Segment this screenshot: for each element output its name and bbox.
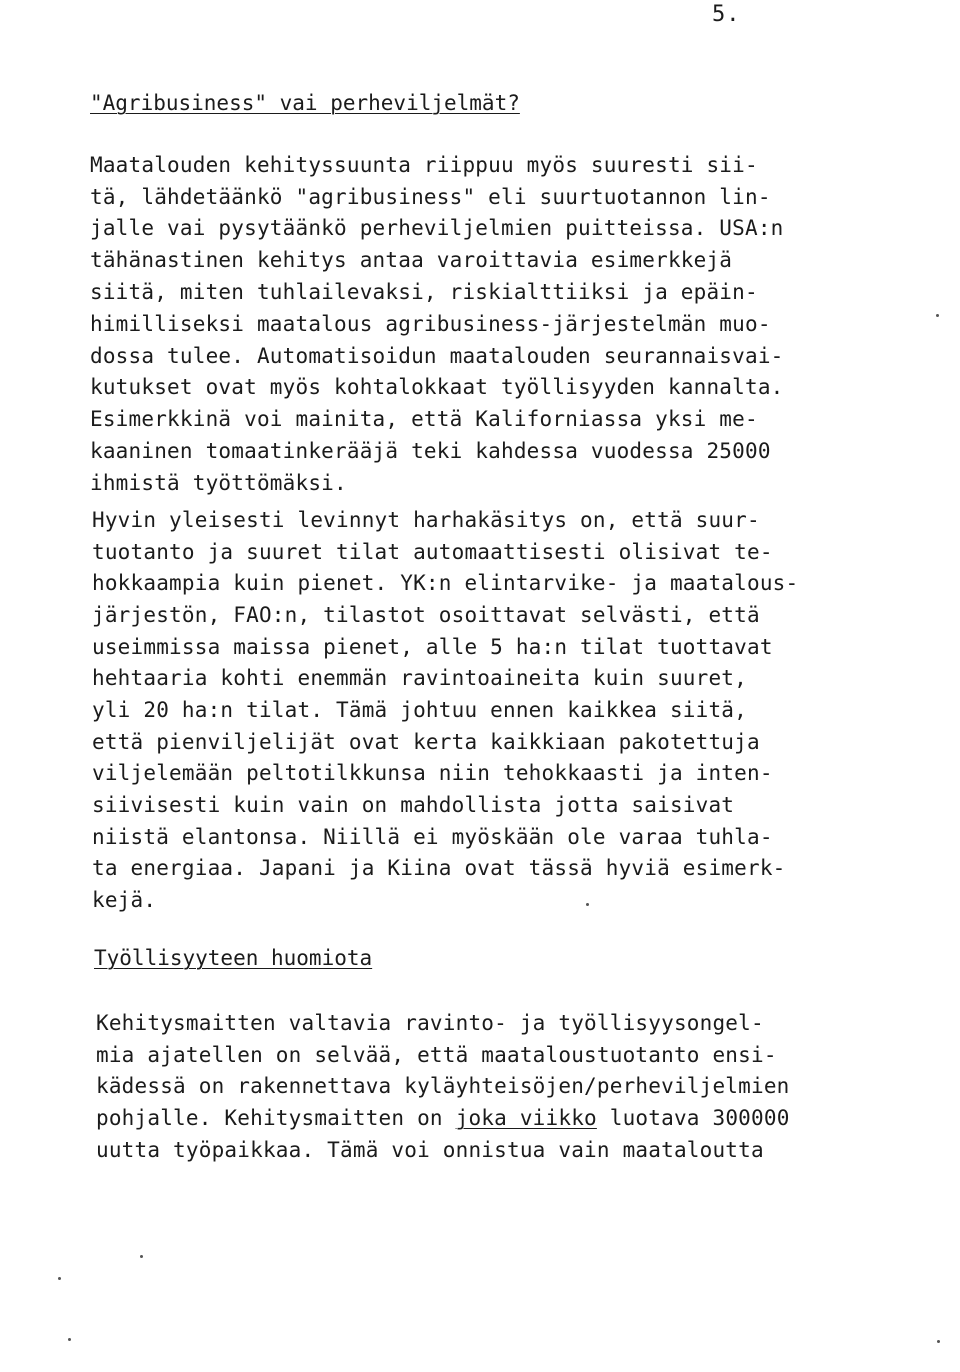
text-line: tä, lähdetäänkö "agribusiness" eli suurtuotannon lin- — [90, 185, 771, 209]
scan-speck — [140, 1255, 143, 1258]
text-line: tuotanto ja suuret tilat automaattisesti olisivat te- — [92, 540, 773, 564]
text-line: ihmistä työttömäksi. — [90, 471, 347, 495]
text-line: Hyvin yleisesti levinnyt harhakäsitys on, että suur- — [92, 508, 760, 532]
page-number: 5. — [712, 2, 741, 27]
scan-speck — [68, 1338, 71, 1341]
text-line: siitä, miten tuhlailevaksi, riskialttiiksi ja epäin- — [90, 280, 758, 304]
text-line: siivisesti kuin vain on mahdollista jotta saisivat — [92, 793, 735, 817]
section-heading-employment: Työllisyyteen huomiota — [94, 946, 373, 970]
text-segment: pohjalle. Kehitysmaitten on — [96, 1106, 456, 1130]
text-line: hokkaampia kuin pienet. YK:n elintarvike- ja maatalous- — [92, 571, 799, 595]
text-line: Kehitysmaitten valtavia ravinto- ja työllisyysongel- — [96, 1011, 764, 1035]
text-line: tähänastinen kehitys antaa varoittavia esimerkkejä — [90, 248, 733, 272]
text-line: viljelemään peltotilkkunsa niin tehokkaasti ja inten- — [92, 761, 773, 785]
text-line: jalle vai pysytäänkö perheviljelmien puitteissa. USA:n — [90, 216, 784, 240]
text-line: dossa tulee. Automatisoidun maatalouden seurannaisvai- — [90, 344, 784, 368]
scan-speck — [936, 314, 939, 317]
text-line: kutukset ovat myös kohtalokkaat työllisyyden kannalta. — [90, 375, 784, 399]
text-line: järjestön, FAO:n, tilastot osoittavat selvästi, että — [92, 603, 760, 627]
text-line: kaaninen tomaatinkerääjä teki kahdessa vuodessa 25000 — [90, 439, 771, 463]
emphasized-text: joka viikko — [455, 1106, 597, 1130]
text-line: useimmissa maissa pienet, alle 5 ha:n tilat tuottavat — [92, 635, 773, 659]
text-line: Esimerkkinä voi mainita, että Kaliforniassa yksi me- — [90, 407, 758, 431]
text-line: uutta työpaikkaa. Tämä voi onnistua vain maataloutta — [96, 1138, 764, 1162]
text-line — [96, 1103, 790, 1133]
scan-speck — [586, 903, 589, 906]
scan-speck — [937, 1340, 940, 1343]
section-heading-agribusiness: "Agribusiness" vai perheviljelmät? — [90, 91, 520, 115]
text-line: kejä. — [92, 888, 157, 912]
text-line: yli 20 ha:n tilat. Tämä johtuu ennen kaikkea siitä, — [92, 698, 747, 722]
text-line: ta energiaa. Japani ja Kiina ovat tässä hyviä esimerk- — [92, 856, 786, 880]
text-line: himilliseksi maatalous agribusiness-järjestelmän muo- — [90, 312, 771, 336]
text-line: että pienviljelijät ovat kerta kaikkiaan pakotettuja — [92, 730, 760, 754]
text-line: hehtaaria kohti enemmän ravintoaineita kuin suuret, — [92, 666, 747, 690]
text-line: Maatalouden kehityssuunta riippuu myös suuresti sii- — [90, 153, 758, 177]
text-line: mia ajatellen on selvää, että maataloustuotanto ensi- — [96, 1043, 777, 1067]
scan-speck — [58, 1277, 61, 1280]
text-line: niistä elantonsa. Niillä ei myöskään ole varaa tuhla- — [92, 825, 773, 849]
text-line: kädessä on rakennettava kyläyhteisöjen/perheviljelmien — [96, 1074, 790, 1098]
text-segment: luotava 300000 — [596, 1106, 790, 1130]
